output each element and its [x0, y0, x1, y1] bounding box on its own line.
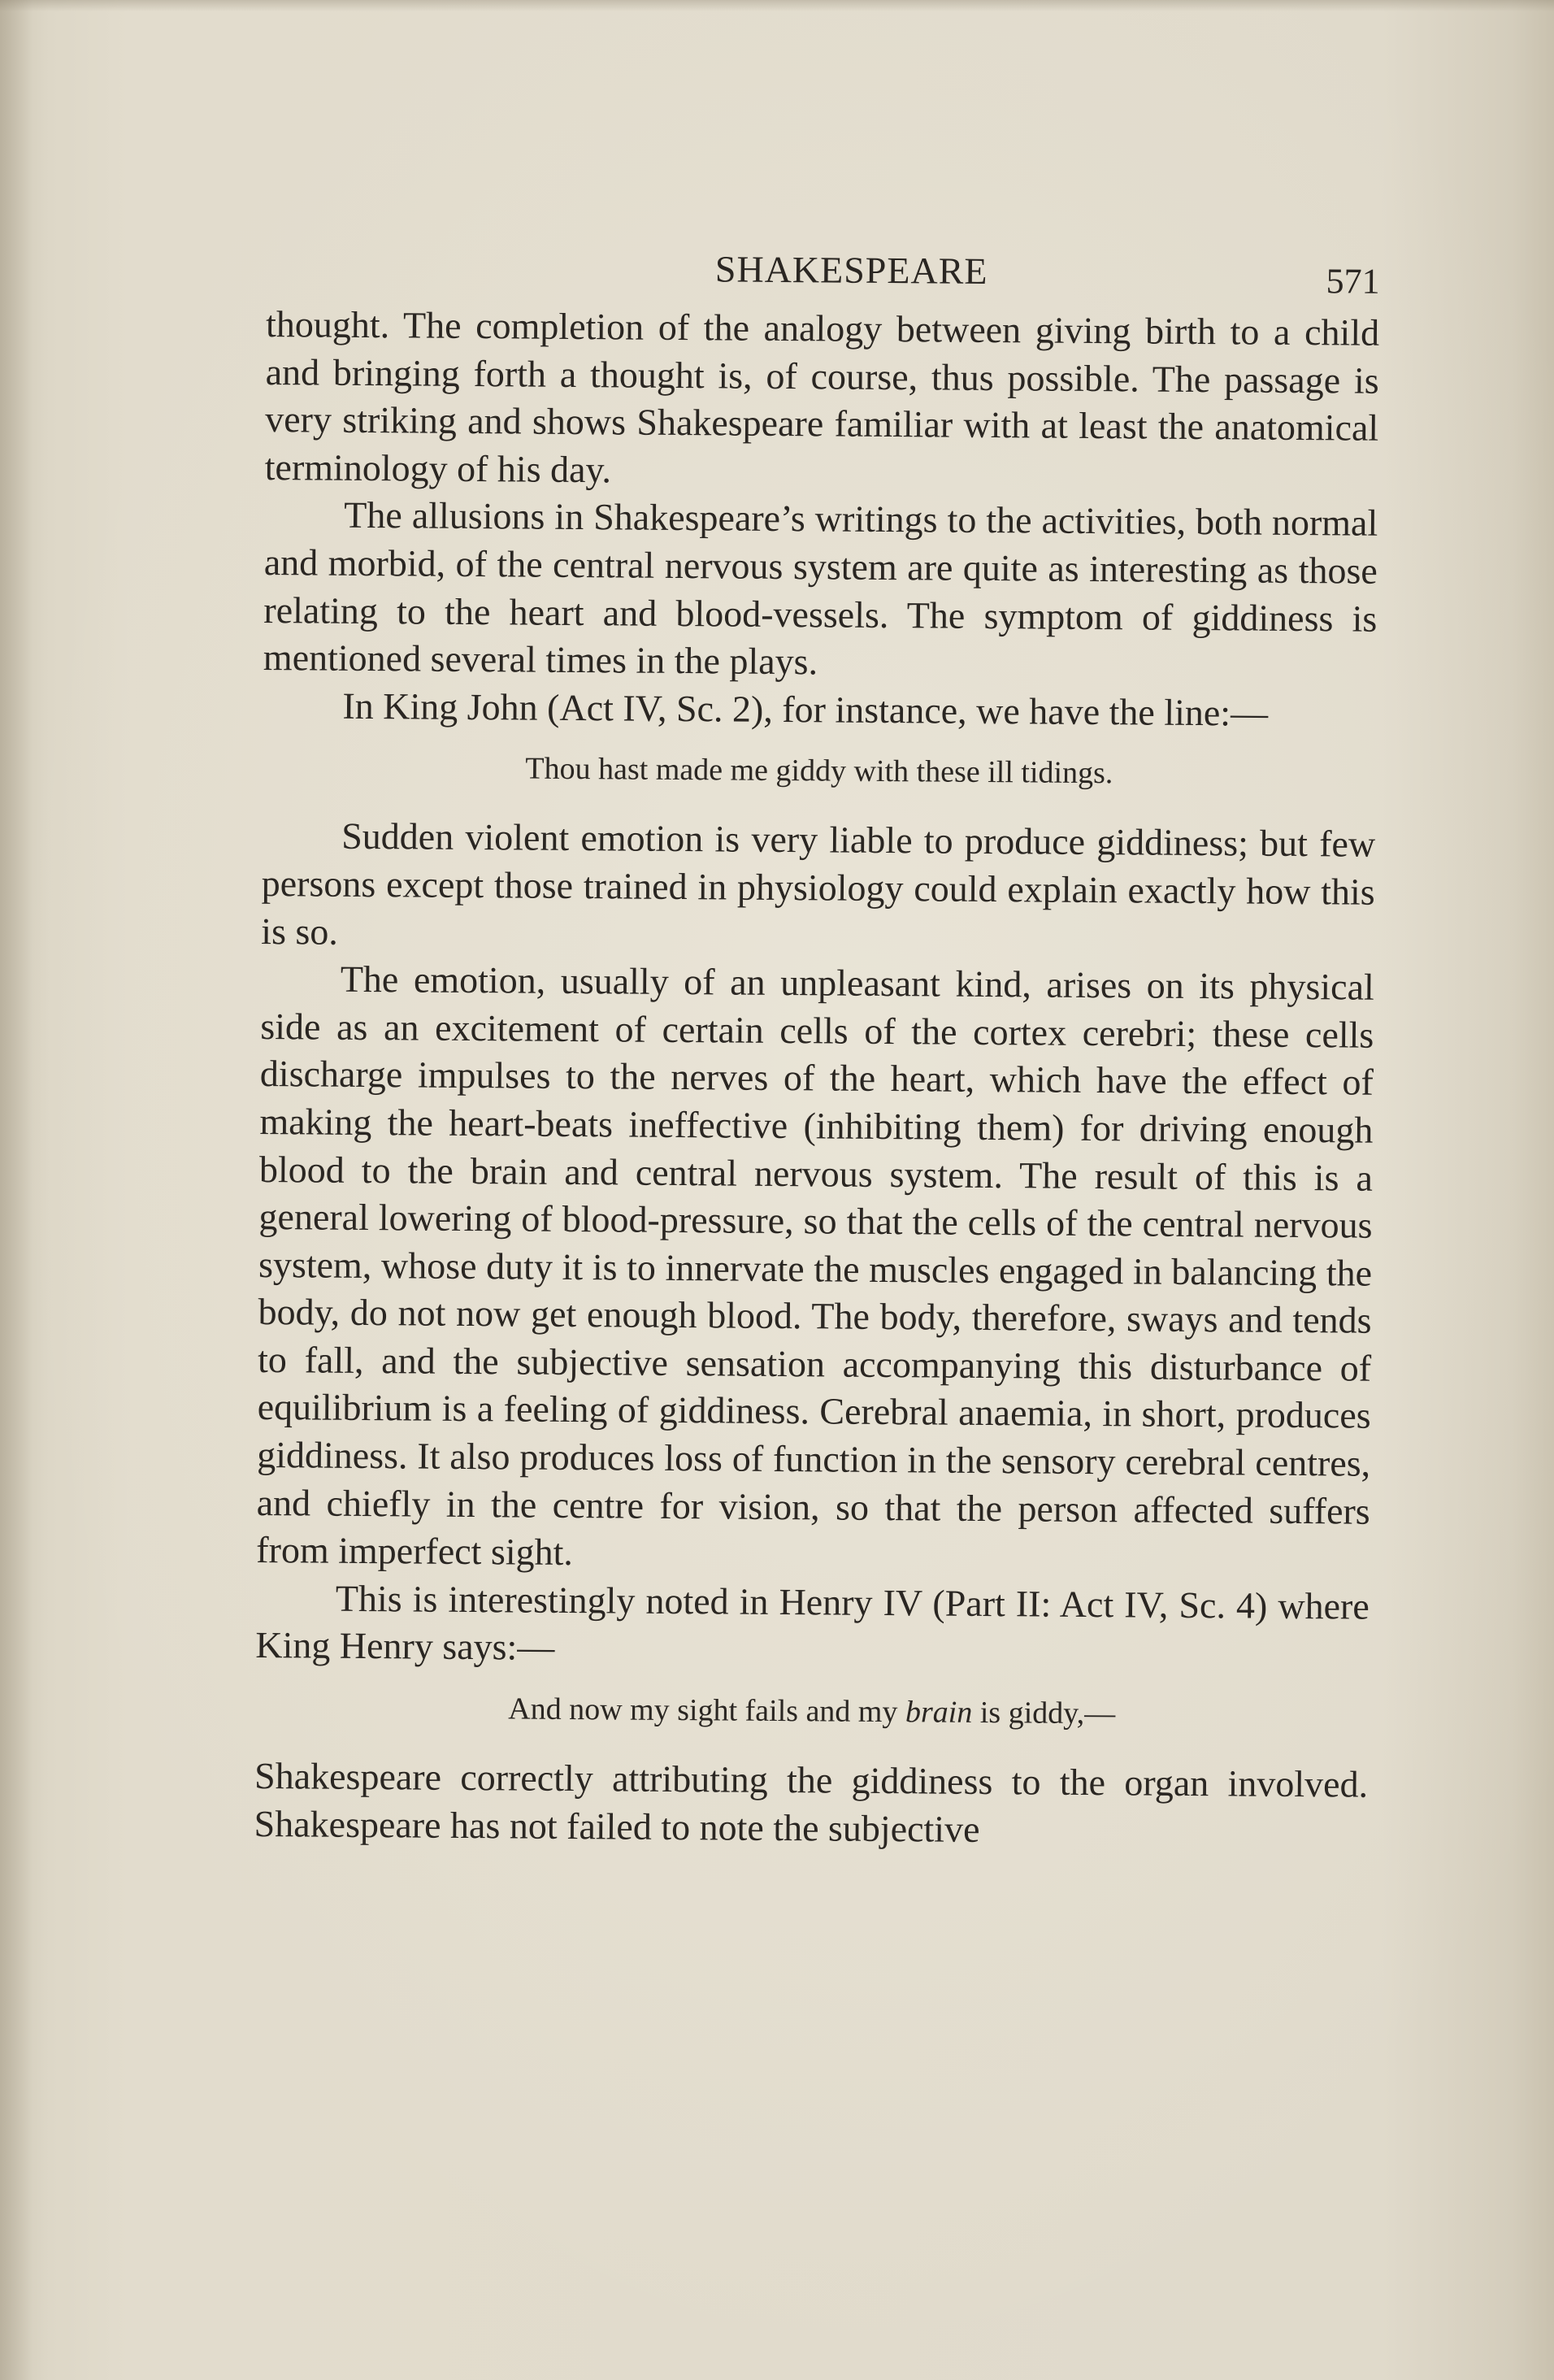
quotation-henry-iv — [255, 1684, 1369, 1739]
paragraph-1: thought. The completion of the analogy between giving birth to a child and bringing forth a thought is, of course, thus possible. The passage is very striking and shows Shakespeare familiar with at least the anatomical terminology of his day. — [264, 302, 1380, 491]
top-edge-shadow — [0, 0, 1554, 11]
paragraph-4: Sudden violent emotion is very liable to produce giddiness; but few persons except those trained in physiology could explain exactly how this is so. — [261, 815, 1376, 953]
quote-text-start: And now my sight fails and my — [508, 1692, 906, 1730]
quotation-king-john: Thou hast made me giddy with these ill tidings. — [525, 751, 1113, 791]
paragraph-2: The allusions in Shakespeare’s writings to the activities, both normal and morbid, of the central nervous system are quite as interesting as those relating to the heart and blood-vessels. The symptom of giddiness is mentioned several times in the plays. — [263, 494, 1378, 683]
running-head — [266, 236, 1380, 310]
paragraph-7: Shakespeare correctly attributing the giddiness to the organ involved. Shakespeare has not failed to note the subjective — [254, 1754, 1369, 1850]
quote-text-end: is giddy,— — [972, 1695, 1116, 1731]
paragraph-5: The emotion, usually of an unpleasant kind, arises on its physical side as an excitement of certain cells of the cortex cerebri; these cells discharge impulses to the nerves of the heart, which have the effect of making the heart-beats ineffective (inhibiting them) for driving enough blood to the brain and central nervous system. The result of this is a general lowering of blood-pressure, so that the cells of the central nervous system, whose duty it is to innervate the muscles engaged in balancing the body, do not now get enough blood. The body, therefore, sways and tends to fall, and the subjective sensation accompanying this disturbance of equilibrium is a feeling of giddiness. Cerebral anaemia, in short, produces giddiness. It also produces loss of function in the sensory cerebral centres, and chiefly in the centre for vision, so that the person affected suffers from imperfect sight. — [256, 958, 1374, 1574]
paragraph-6: This is interestingly noted in Henry IV (Part II: Act IV, Sc. 4) where King Henry says:— — [255, 1577, 1370, 1669]
gutter-shadow — [0, 0, 33, 2380]
quote-emphasis: brain — [905, 1695, 973, 1730]
page-number: 571 — [1326, 261, 1380, 302]
paragraph-3: In King John (Act IV, Sc. 2), for instance, we have the line:— — [342, 684, 1269, 734]
page-content — [254, 236, 1380, 1857]
running-head-title: SHAKESPEARE — [714, 248, 988, 292]
